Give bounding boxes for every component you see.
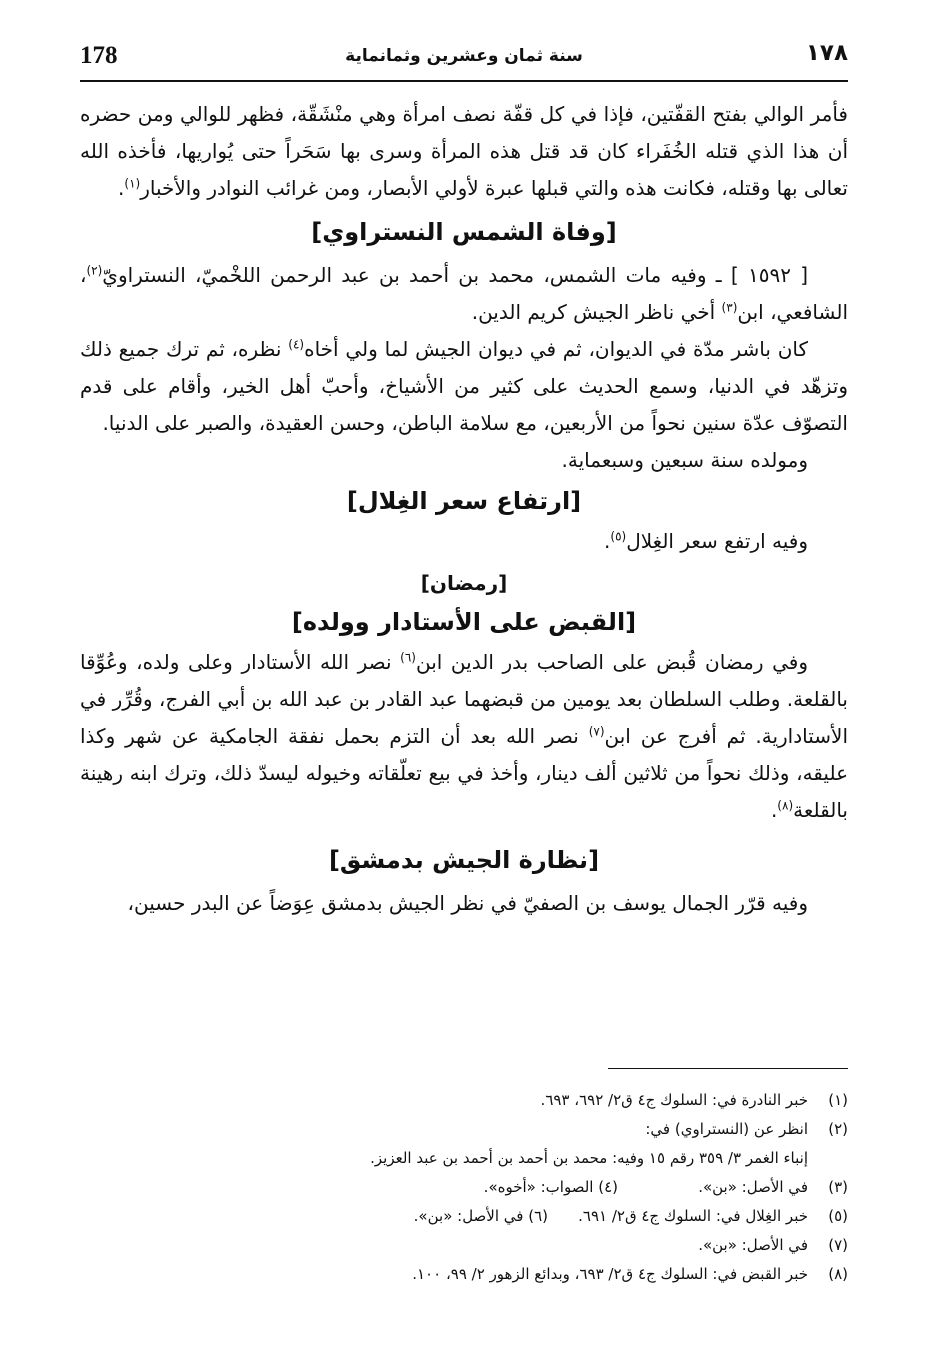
section-heading-nastarawi: [وفاة الشمس النستراوي]: [311, 218, 617, 246]
paragraph-text: أخي ناظر الجيش كريم الدين.: [471, 300, 722, 324]
main-text: [80, 96, 848, 922]
footnote-text: في الأصل: «بن».: [698, 1178, 808, 1196]
footnote-number: (٣): [828, 1178, 848, 1196]
footnote-row-5-6: [80, 1202, 848, 1231]
running-title: سنة ثمان وعشرين وثمانماية: [345, 46, 583, 66]
footnote-text: انظر عن (النستراوي) في:: [645, 1120, 808, 1138]
footnote-text: خبر الغِلال في: السلوك ج٤ ق٢/ ٦٩١.: [578, 1207, 808, 1225]
paragraph-text: كان باشر مدّة في الديوان، ثم في ديوان الجيش لما ولي أخاه: [304, 337, 808, 361]
footnote-text: خبر النادرة في: السلوك ج٤ ق٢/ ٦٩٢، ٦٩٣.: [540, 1091, 808, 1109]
paragraph-entry-1592: [80, 257, 848, 331]
footnote-number: (٢): [828, 1120, 848, 1138]
footnote-ref: (٥): [610, 529, 627, 544]
paragraph-text: فأمر الوالي بفتح القفّتين، فإذا في كل قفّة نصف امرأة وهي منْشَقّة، فظهر للوالي ومن حضره أن هذا الذي قتله الخُفَراء كان قد قتل هذه المرأة وسرى بها سَحَراً حتى يُواريها، فأخذه الله تعالى بها وقتله، فكانت هذه والتي قبلها عبرة لأولي الأبصار، ومن غرائب النوادر والأخبار: [80, 102, 848, 200]
footnote-text: في الأصل: «بن».: [698, 1236, 808, 1254]
footnote-ref: (٤): [288, 337, 305, 352]
paragraph-prices: [80, 523, 848, 560]
footnote-number: (٥): [828, 1207, 848, 1225]
section-heading-arrest: [القبض على الأستادار وولده]: [291, 608, 637, 636]
footnote-2: [80, 1115, 848, 1144]
paragraph-text: نصر الله بعد أن التزم بحمل نفقة الجامكية عن شهر وكذا عليقه، وذلك نحواً من ثلاثين ألف دينار، وأخذ في بيع تعلّقاته وخيوله ليسدّ ذلك، وترك ابنه رهينة بالقلعة: [80, 724, 848, 822]
header-rule: [80, 80, 848, 82]
paragraph-birth: ومولده سنة سبعين وسبعماية.: [561, 448, 808, 472]
footnotes: [80, 1086, 848, 1289]
paragraph-arrest: [80, 644, 848, 829]
footnote-text: خبر القبض في: السلوك ج٤ ق٢/ ٦٩٣، وبدائع الزهور ٢/ ٩٩، ١٠٠.: [412, 1265, 808, 1283]
paragraph-text: ، الشافعي، ابن: [80, 263, 848, 324]
paragraph-text: نظره، ثم ترك جميع ذلك وتزهّد في الدنيا، وسمع الحديث على كثير من الأشياخ، وأحبّ أهل الخير، وأقام على قدم التصوّف عدّة سنين نحواً من الأربعين، مع سلامة الباطن، وحسن العقيدة، والصبر على الدنيا.: [80, 337, 848, 435]
footnote-ref: (٨): [777, 798, 794, 813]
footnote-5: [548, 1202, 848, 1231]
footnote-number: (٨): [828, 1265, 848, 1283]
paragraph-end: .: [770, 798, 778, 822]
footnote-8: [80, 1260, 848, 1289]
footnote-number: (٧): [828, 1236, 848, 1254]
footnote-ref: (٧): [588, 724, 605, 739]
paragraph-text: وفيه مات الشمس، محمد بن أحمد بن عبد الرحمن اللخْميّ، النستراويّ: [102, 263, 707, 287]
paragraph-end: .: [604, 529, 611, 553]
paragraph-end: .: [118, 176, 125, 200]
footnote-1: [80, 1086, 848, 1115]
footnote-4: (٤) الصواب: «أخوه».: [483, 1178, 618, 1196]
paragraph-text: نصر الله الأستادار وعلى ولده، وعُوِّقا بالقلعة. وطلب السلطان بعد يومين من قبضهما عبد القادر بن عبد الله بن أبي الفرج، وقُرِّر في الأستادارية. ثم أفرج عن ابن: [80, 650, 848, 748]
footnote-ref: (٦): [400, 650, 416, 665]
page-number-latin: 178: [80, 42, 118, 69]
footnote-6: (٦) في الأصل: «بن».: [413, 1207, 548, 1225]
page-header: [80, 38, 848, 78]
footnote-2-continuation: إنباء الغمر ٣/ ٣٥٩ رقم ١٥ وفيه: محمد بن أحمد بن أحمد بن عبد العزيز.: [370, 1149, 808, 1167]
section-heading-ramadan: [رمضان]: [420, 571, 508, 595]
paragraph-damascus: وفيه قرّر الجمال يوسف بن الصفيّ في نظر الجيش بدمشق عِوَضاً عن البدر حسين،: [127, 891, 808, 915]
paragraph-text: وفي رمضان قُبض على الصاحب بدر الدين ابن: [415, 650, 808, 674]
entry-number: [ ١٥٩٢ ] ـ: [715, 263, 809, 287]
footnote-number: (١): [828, 1091, 848, 1109]
footnote-rule: [608, 1068, 848, 1069]
paragraph-continuation: [80, 96, 848, 207]
section-heading-prices: [ارتفاع سعر الغِلال]: [346, 487, 582, 515]
footnote-row-3-4: [80, 1173, 848, 1202]
footnote-ref: (٣): [721, 300, 738, 315]
paragraph-text: وفيه ارتفع سعر الغِلال: [626, 529, 808, 553]
page-number-arabic: ١٧٨: [805, 40, 848, 66]
paragraph-biography: [80, 331, 848, 442]
footnote-7: [80, 1231, 848, 1260]
section-heading-damascus: [نظارة الجيش بدمشق]: [328, 846, 600, 874]
footnote-ref: (١): [124, 176, 141, 191]
footnote-3: [618, 1173, 848, 1202]
footnote-ref: (٢): [86, 263, 103, 278]
